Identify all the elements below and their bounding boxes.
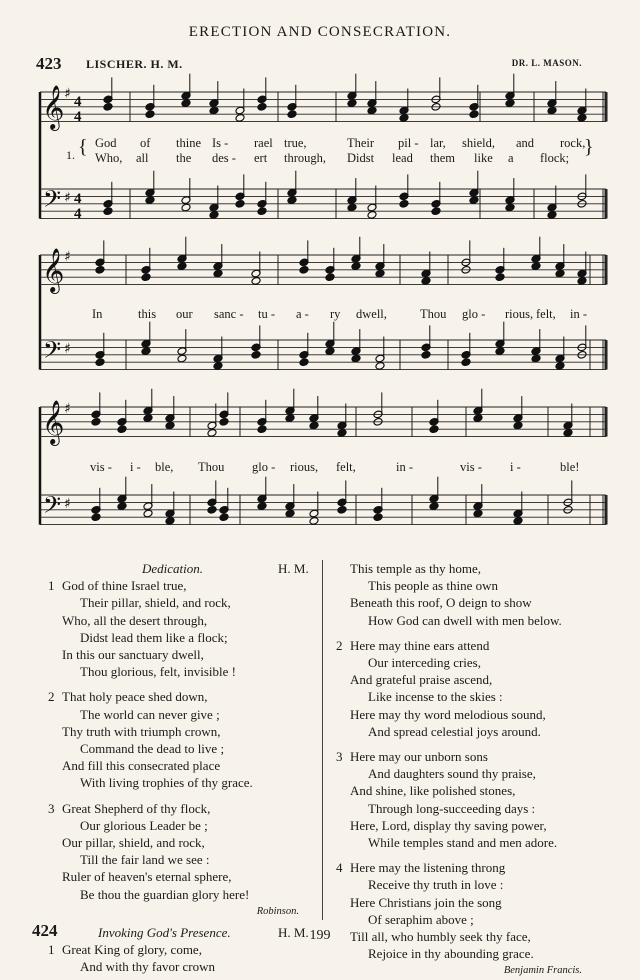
- stanza-number: 2: [336, 637, 343, 653]
- verse-line: This temple as thy home,: [350, 561, 482, 576]
- note-head: [531, 354, 541, 363]
- lyric-word: God: [95, 136, 117, 150]
- treble-clef: 𝄞: [42, 85, 65, 129]
- note-head: [91, 417, 101, 426]
- lyric-word: i -: [510, 460, 521, 474]
- note-head: [347, 99, 357, 108]
- verse-line: That holy peace shed down, 2: [48, 689, 208, 705]
- verse-line: Ruler of heaven's eternal sphere,: [62, 869, 232, 885]
- verse-line: Rejoice in thy abounding grace.: [368, 946, 534, 962]
- page-number: 199: [309, 928, 331, 943]
- note-head: [235, 114, 245, 123]
- lyric-word: tu -: [258, 307, 276, 321]
- verse-line: This people as thine own: [368, 578, 498, 594]
- note-head: [287, 196, 297, 205]
- verse-line: Like incense to the skies :: [368, 689, 503, 705]
- lyric-word: this: [138, 307, 157, 321]
- time-signature: 4: [74, 94, 82, 110]
- note-head: [165, 421, 175, 430]
- lyric-word: lar,: [430, 136, 446, 150]
- note-head: [309, 421, 319, 430]
- note-head: [143, 414, 153, 423]
- note-head: [287, 110, 297, 119]
- stanza: [336, 859, 610, 962]
- dedication-stanzas: [48, 577, 317, 903]
- lyric-word: glo -: [252, 460, 276, 474]
- note-head: [141, 347, 151, 356]
- time-signature: 4: [74, 191, 82, 207]
- note-head: [299, 358, 309, 367]
- verse-line: God of thine Israel true, 1: [48, 578, 187, 594]
- note-head: [495, 347, 505, 356]
- lyric-word: rock,: [560, 136, 586, 150]
- lyric-word: through,: [284, 151, 327, 165]
- lyric-word: Thou: [420, 307, 447, 321]
- lyric-word: felt,: [336, 460, 356, 474]
- treble-clef: 𝄞: [42, 248, 65, 292]
- verse-line: Didst lead them like a flock;: [80, 629, 228, 645]
- lyric-word: des -: [212, 151, 236, 165]
- lyric-word: Who,: [95, 151, 123, 165]
- lyric-word: Is -: [212, 136, 229, 150]
- stanza-number: 1: [48, 578, 55, 594]
- note-head: [285, 414, 295, 423]
- verse-line: And grateful praise ascend,: [350, 672, 493, 688]
- note-head: [375, 269, 385, 278]
- verse-line: Here may our unborn sons 3: [336, 749, 488, 765]
- lyric-word: Their: [347, 136, 375, 150]
- note-head: [351, 354, 361, 363]
- lyric-word: like: [474, 151, 493, 165]
- verse-line: Be thou the guardian glory here!: [80, 886, 250, 902]
- hymn-424-author: Benjamin Francis.: [503, 965, 582, 977]
- bass-clef: 𝄢: [43, 185, 62, 218]
- note-head: [325, 273, 335, 282]
- lyric-word: vis -: [460, 460, 482, 474]
- verse-line: Our glorious Leader be ;: [80, 817, 208, 833]
- stanza: [48, 688, 317, 791]
- verse-line: In this our sanctuary dwell,: [62, 647, 204, 663]
- note-head: [181, 203, 191, 212]
- note-head: [103, 102, 113, 111]
- stanza: [48, 577, 317, 680]
- verse-line: Receive thy truth in love :: [368, 877, 504, 893]
- verse-number: 1.: [66, 148, 75, 162]
- verse-line: And daughters sound thy praise,: [368, 766, 536, 782]
- note-head: [219, 513, 229, 522]
- note-head: [347, 203, 357, 212]
- verse-line: Great King of glory, come, 1: [48, 942, 202, 958]
- note-head: [531, 262, 541, 271]
- note-head: [207, 429, 217, 438]
- lyric-word: the: [176, 151, 192, 165]
- note-head: [469, 196, 479, 205]
- hymn-424-meter: H. M.: [278, 924, 309, 940]
- treble-clef: 𝄞: [42, 400, 65, 444]
- dedication-meter: H. M.: [278, 561, 309, 576]
- stanza: [336, 637, 610, 740]
- lyric-word: ble,: [155, 460, 174, 474]
- note-head: [513, 421, 523, 430]
- brace-right: }: [584, 136, 594, 158]
- verse-line: Here, Lord, display thy saving power,: [350, 817, 547, 833]
- note-head: [257, 102, 267, 111]
- running-head: ERECTION AND CONSECRATION.: [188, 24, 452, 40]
- time-signature: 4: [74, 206, 82, 222]
- lyric-word: all: [136, 151, 149, 165]
- note-head: [309, 517, 319, 526]
- note-head: [337, 505, 347, 514]
- note-head: [505, 203, 515, 212]
- verse-line: The world can never give ;: [80, 706, 220, 722]
- note-head: [577, 277, 587, 286]
- bass-clef: 𝄢: [43, 336, 62, 369]
- verse-line: And with thy favor crown: [80, 959, 216, 975]
- hymn-424-title: Invoking God's Presence.: [98, 924, 231, 940]
- note-head: [555, 362, 565, 371]
- note-head: [375, 362, 385, 371]
- note-head: [257, 425, 267, 434]
- lyric-word: lead: [392, 151, 413, 165]
- dedication-author: Robinson.: [256, 905, 299, 917]
- stanza: [336, 748, 610, 851]
- note-head: [251, 277, 261, 286]
- lyric-word: ble!: [560, 460, 580, 474]
- key-signature-sharp: ♯: [64, 86, 71, 102]
- verse-line: Thy truth with triumph crown,: [62, 723, 221, 739]
- note-head: [473, 414, 483, 423]
- column-divider: [322, 560, 323, 920]
- note-head: [367, 211, 377, 220]
- stanza-number: 3: [48, 800, 55, 816]
- note-head: [429, 502, 439, 511]
- bass-clef: 𝄢: [43, 491, 62, 524]
- lyric-word: rious,: [290, 460, 319, 474]
- verse-line: Here may the listening throng 4: [336, 860, 506, 876]
- lyric-word: Didst: [347, 151, 375, 165]
- note-head: [177, 262, 187, 271]
- note-head: [547, 211, 557, 220]
- stanza-number: 2: [48, 689, 55, 705]
- note-head: [399, 199, 409, 208]
- lyric-word: pil -: [398, 136, 419, 150]
- note-head: [209, 106, 219, 115]
- note-head: [513, 517, 523, 526]
- note-head: [505, 99, 515, 108]
- note-head: [117, 502, 127, 511]
- lyric-word: felt,: [536, 307, 556, 321]
- lyric-word: dwell,: [356, 307, 387, 321]
- verse-line: Great Shepherd of thy flock, 3: [48, 800, 211, 816]
- note-head: [563, 429, 573, 438]
- note-head: [399, 114, 409, 123]
- key-signature-sharp: ♯: [64, 190, 71, 206]
- note-head: [235, 199, 245, 208]
- note-head: [143, 509, 153, 518]
- note-head: [495, 273, 505, 282]
- note-head: [421, 277, 431, 286]
- note-head: [145, 196, 155, 205]
- note-head: [213, 362, 223, 371]
- lyric-word: a: [508, 151, 514, 165]
- note-head: [577, 114, 587, 123]
- verse-line: Here may thy word melodious sound,: [350, 706, 546, 722]
- brace-left: {: [78, 136, 88, 158]
- lyric-word: rious,: [505, 307, 534, 321]
- verse-line: Here Christians join the song: [350, 894, 502, 910]
- time-signature: 4: [74, 109, 82, 125]
- key-signature-sharp: ♯: [64, 401, 71, 417]
- note-head: [257, 502, 267, 511]
- verse-line: And fill this consecrated place: [62, 758, 221, 774]
- lyric-word: and: [516, 136, 535, 150]
- note-head: [421, 350, 431, 359]
- lyric-word: our: [176, 307, 193, 321]
- lyric-word: In: [92, 307, 103, 321]
- lyric-word: shield,: [462, 136, 495, 150]
- tune-name: LISCHER. H. M.: [86, 57, 183, 71]
- note-head: [213, 269, 223, 278]
- key-signature-sharp: ♯: [64, 341, 71, 357]
- note-head: [207, 505, 217, 514]
- note-head: [547, 106, 557, 115]
- note-head: [219, 417, 229, 426]
- lyric-word: in -: [396, 460, 414, 474]
- lyric-word: i -: [130, 460, 141, 474]
- lyric-word: flock;: [540, 151, 570, 165]
- note-head: [337, 429, 347, 438]
- lyric-word: ry: [330, 307, 341, 321]
- verse-line: With living trophies of thy grace.: [80, 775, 253, 791]
- lyric-word: in -: [570, 307, 588, 321]
- verse-line: Our interceding cries,: [368, 655, 481, 671]
- hymn-424-stanza-1-start: [48, 941, 317, 975]
- note-head: [141, 273, 151, 282]
- verse-line: Of seraphim above ;: [368, 911, 474, 927]
- composer: DR. L. MASON.: [511, 58, 582, 68]
- hymn-424-stanzas: [336, 560, 610, 962]
- note-head: [257, 207, 267, 216]
- stanza-number: 3: [336, 749, 343, 765]
- stanza-number: 4: [336, 860, 343, 876]
- note-head: [103, 207, 113, 216]
- lyric-word: glo -: [462, 307, 486, 321]
- note-head: [429, 425, 439, 434]
- verse-line: Who, all the desert through,: [62, 612, 208, 628]
- note-head: [285, 509, 295, 518]
- lyric-word: them: [430, 151, 455, 165]
- note-head: [325, 347, 335, 356]
- key-signature-sharp: ♯: [64, 249, 71, 265]
- verse-line: Command the dead to live ;: [80, 741, 225, 757]
- stanza: [48, 941, 317, 975]
- verse-line: Till all, who humbly seek thy face,: [350, 929, 531, 945]
- note-head: [91, 513, 101, 522]
- lyric-word: ert: [254, 151, 268, 165]
- lyric-word: sanc -: [214, 307, 244, 321]
- note-head: [251, 350, 261, 359]
- stanza-continued: [350, 560, 610, 629]
- note-head: [165, 517, 175, 526]
- note-head: [431, 207, 441, 216]
- note-head: [469, 110, 479, 119]
- note-head: [95, 358, 105, 367]
- note-head: [461, 358, 471, 367]
- note-head: [145, 110, 155, 119]
- note-head: [95, 265, 105, 274]
- note-head: [299, 265, 309, 274]
- verse-line: While temples stand and men adore.: [368, 835, 558, 851]
- lyric-word: of: [140, 136, 151, 150]
- verse-line: Their pillar, shield, and rock,: [80, 595, 231, 611]
- stanza: [48, 800, 317, 903]
- note-head: [177, 354, 187, 363]
- hymn-number-423: 423: [36, 54, 62, 73]
- note-head: [117, 425, 127, 434]
- verse-line: How God can dwell with men below.: [368, 612, 562, 628]
- note-head: [555, 269, 565, 278]
- right-column: [336, 560, 610, 980]
- lyric-word: vis -: [90, 460, 112, 474]
- left-column: [32, 560, 317, 975]
- lyric-word: rael: [254, 136, 273, 150]
- dedication-title: Dedication.: [142, 561, 204, 576]
- note-head: [473, 509, 483, 518]
- key-signature-sharp: ♯: [64, 496, 71, 512]
- note-head: [209, 211, 219, 220]
- verse-line: Thou glorious, felt, invisible !: [80, 664, 236, 680]
- verse-line: Till the fair land we see :: [80, 852, 210, 868]
- lyric-word: a -: [296, 307, 309, 321]
- lyric-word: Thou: [198, 460, 225, 474]
- verse-line: And spread celestial joys around.: [368, 723, 541, 739]
- lyric-word: true,: [284, 136, 307, 150]
- verse-line: Through long-succeeding days :: [368, 800, 536, 816]
- note-head: [351, 262, 361, 271]
- verse-line: And shine, like polished stones,: [350, 783, 516, 799]
- note-head: [373, 513, 383, 522]
- lyric-word: thine: [176, 136, 201, 150]
- note-head: [367, 106, 377, 115]
- verse-line: Beneath this roof, O deign to show: [350, 595, 532, 611]
- stanza-number: 1: [48, 942, 55, 958]
- verse-line: Our pillar, shield, and rock,: [62, 835, 205, 851]
- hymn-number-424: 424: [32, 920, 58, 940]
- verse-line: Here may thine ears attend 2: [336, 637, 490, 653]
- note-head: [181, 99, 191, 108]
